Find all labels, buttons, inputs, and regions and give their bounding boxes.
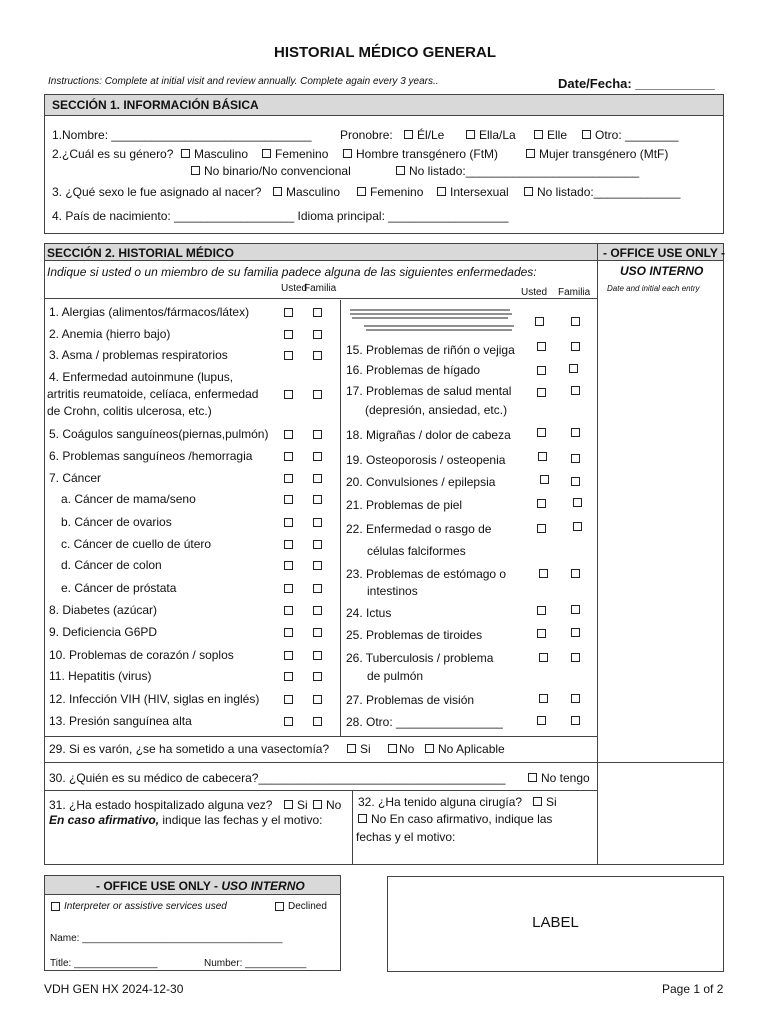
q31-checkbox[interactable]	[284, 800, 293, 809]
familia-checkbox[interactable]	[569, 364, 578, 373]
q30-option: No tengo	[541, 771, 590, 785]
condition-item: 13. Presión sanguínea alta	[49, 714, 192, 728]
gender-option: Masculino	[194, 147, 249, 161]
condition-item: (depresión, ansiedad, etc.)	[365, 403, 508, 417]
gender-option: Femenino	[275, 147, 329, 161]
pronoun-option: Él/Le	[417, 128, 445, 142]
usted-checkbox[interactable]	[539, 569, 548, 578]
gender-label: 2.¿Cuál es su género?	[52, 147, 174, 161]
interpreter-checkbox[interactable]	[51, 902, 60, 911]
column-header-rule	[44, 298, 598, 299]
gender-option: No listado:__________________________	[409, 164, 640, 178]
sex-option: Femenino	[370, 185, 424, 199]
familia-checkbox[interactable]	[571, 605, 580, 614]
q31-q32-divider	[352, 790, 353, 864]
q29-option: No	[399, 742, 415, 756]
page-title: HISTORIAL MÉDICO GENERAL	[274, 44, 496, 61]
condition-item: 17. Problemas de salud mental	[346, 384, 512, 398]
usted-checkbox[interactable]	[284, 651, 293, 660]
usted-checkbox[interactable]	[538, 452, 547, 461]
sex-checkbox[interactable]	[437, 187, 446, 196]
condition-item: 21. Problemas de piel	[346, 498, 463, 512]
q29-option: Si	[360, 742, 371, 756]
usted-checkbox[interactable]	[284, 351, 293, 360]
q31-followup-text: indique las fechas y el motivo:	[159, 813, 323, 827]
usted-checkbox[interactable]	[284, 495, 293, 504]
condition-item: 7. Cáncer	[49, 471, 102, 485]
name-field[interactable]: 1.Nombre: ______________________________	[52, 128, 312, 142]
condition-item: de pulmón	[367, 669, 424, 683]
usted-checkbox[interactable]	[537, 606, 546, 615]
condition-item: 16. Problemas de hígado	[346, 363, 481, 377]
condition-item: 23. Problemas de estómago o	[346, 567, 507, 581]
usted-checkbox[interactable]	[284, 330, 293, 339]
q30-label[interactable]: 30. ¿Quién es su médico de cabecera?_____________________________________	[49, 771, 506, 785]
condition-item: 26. Tuberculosis / problema	[346, 651, 494, 665]
pronoun-label: Pronobre:	[340, 128, 393, 142]
condition-item: 22. Enfermedad o rasgo de	[346, 522, 492, 536]
sex-checkbox[interactable]	[357, 187, 366, 196]
familia-checkbox[interactable]	[313, 584, 322, 593]
condition-item: de Crohn, colitis ulcerosa, etc.)	[47, 404, 212, 418]
familia-checkbox[interactable]	[313, 495, 322, 504]
familia-checkbox[interactable]	[313, 540, 322, 549]
familia-checkbox[interactable]	[313, 628, 322, 637]
gender-checkbox[interactable]	[526, 149, 535, 158]
usted-checkbox[interactable]	[284, 672, 293, 681]
usted-checkbox[interactable]	[537, 629, 546, 638]
gender-option: No binario/No convencional	[204, 164, 351, 178]
gender-checkbox[interactable]	[262, 149, 271, 158]
office-name-field[interactable]: Name: ____________________________________	[50, 933, 283, 944]
usted-checkbox[interactable]	[284, 717, 293, 726]
familia-checkbox[interactable]	[571, 653, 580, 662]
usted-checkbox[interactable]	[284, 628, 293, 637]
condition-item: 19. Osteoporosis / osteopenia	[346, 453, 506, 467]
condition-item: 6. Problemas sanguíneos /hemorragia	[49, 449, 253, 463]
condition-item: 25. Problemas de tiroides	[346, 628, 483, 642]
familia-checkbox[interactable]	[571, 428, 580, 437]
gender-checkbox[interactable]	[181, 149, 190, 158]
gender-checkbox[interactable]	[396, 166, 405, 175]
familia-checkbox[interactable]	[313, 717, 322, 726]
usted-checkbox[interactable]	[539, 694, 548, 703]
condition-item: c. Cáncer de cuello de útero	[61, 537, 212, 551]
usted-checkbox[interactable]	[537, 388, 546, 397]
section2-prompt: Indique si usted o un miembro de su familia padece alguna de las siguientes enfermedades:	[47, 265, 537, 279]
illegible-text-icon	[348, 306, 518, 336]
pronoun-checkbox[interactable]	[534, 130, 543, 139]
familia-checkbox[interactable]	[313, 651, 322, 660]
condition-item: células falciformes	[367, 544, 466, 558]
familia-checkbox[interactable]	[313, 430, 322, 439]
row-rule-30	[44, 762, 598, 763]
usted-checkbox[interactable]	[537, 342, 546, 351]
office-box-title-text: - OFFICE USE ONLY -	[96, 879, 222, 893]
office-note: Date and initial each entry	[607, 284, 700, 293]
q29-option: No Aplicable	[438, 742, 505, 756]
familia-checkbox[interactable]	[313, 330, 322, 339]
pronoun-option: Elle	[547, 128, 568, 142]
office-box-title-italic: USO INTERNO	[221, 879, 305, 893]
office-header: - OFFICE USE ONLY -	[603, 246, 726, 260]
middle-divider	[340, 300, 341, 736]
condition-item: 11. Hepatitis (virus)	[49, 669, 152, 683]
condition-item: b. Cáncer de ovarios	[61, 515, 172, 529]
usted-checkbox[interactable]	[537, 524, 546, 533]
row-rule-29	[44, 736, 598, 737]
familia-checkbox[interactable]	[571, 716, 580, 725]
office-number-field[interactable]: Number: ___________	[204, 958, 307, 969]
col-usted-left: Usted	[281, 283, 308, 294]
section2-title: SECCIÓN 2. HISTORIAL MÉDICO	[47, 246, 234, 260]
condition-item: 10. Problemas de corazón / soplos	[49, 648, 234, 662]
sex-label: 3. ¿Qué sexo le fue asignado al nacer?	[52, 185, 262, 199]
usted-checkbox[interactable]	[284, 474, 293, 483]
section1-title: SECCIÓN 1. INFORMACIÓN BÁSICA	[52, 98, 259, 112]
condition-item: 18. Migrañas / dolor de cabeza	[346, 428, 511, 442]
usted-checkbox[interactable]	[284, 308, 293, 317]
usted-checkbox[interactable]	[284, 390, 293, 399]
pronoun-checkbox[interactable]	[404, 130, 413, 139]
q29-label: 29. Si es varón, ¿se ha sometido a una vasectomía?	[49, 742, 330, 756]
sex-option: Intersexual	[450, 185, 509, 199]
q31-followup	[49, 813, 322, 827]
usted-checkbox[interactable]	[537, 366, 546, 375]
interpreter-label: Interpreter or assistive services used	[64, 901, 227, 912]
condition-item: 1. Alergias (alimentos/fármacos/látex)	[49, 305, 250, 319]
familia-checkbox[interactable]	[313, 695, 322, 704]
condition-item: intestinos	[367, 584, 418, 598]
q32-label: 32. ¿Ha tenido alguna cirugía?	[358, 795, 523, 809]
usted-checkbox[interactable]	[284, 606, 293, 615]
page-number: Page 1 of 2	[662, 982, 724, 996]
condition-item: 2. Anemia (hierro bajo)	[49, 327, 171, 341]
illegible-item-14	[348, 306, 518, 336]
office-column-divider	[597, 243, 598, 865]
condition-item: d. Cáncer de colon	[61, 558, 162, 572]
pronoun-option: Otro: ________	[595, 128, 679, 142]
sex-checkbox[interactable]	[273, 187, 282, 196]
familia-checkbox[interactable]	[313, 474, 322, 483]
q30-checkbox[interactable]	[528, 773, 537, 782]
usted-checkbox[interactable]	[284, 584, 293, 593]
pronoun-option: Ella/La	[479, 128, 516, 142]
condition-item: 24. Ictus	[346, 606, 392, 620]
familia-checkbox[interactable]	[571, 569, 580, 578]
familia-checkbox[interactable]	[313, 308, 322, 317]
usted-checkbox[interactable]	[535, 317, 544, 326]
office-box-title	[96, 879, 305, 893]
condition-item: 20. Convulsiones / epilepsia	[346, 475, 496, 489]
q32-checkbox[interactable]	[533, 797, 542, 806]
familia-checkbox[interactable]	[571, 477, 580, 486]
condition-item: e. Cáncer de próstata	[61, 581, 177, 595]
familia-checkbox[interactable]	[313, 351, 322, 360]
familia-checkbox[interactable]	[313, 606, 322, 615]
familia-checkbox[interactable]	[573, 522, 582, 531]
pronoun-checkbox[interactable]	[582, 130, 591, 139]
usted-checkbox[interactable]	[284, 518, 293, 527]
usted-checkbox[interactable]	[284, 695, 293, 704]
condition-item: 4. Enfermedad autoinmune (lupus,	[49, 370, 234, 384]
condition-item: 12. Infección VIH (HIV, siglas en inglés)	[49, 692, 260, 706]
col-familia-right: Familia	[558, 287, 591, 298]
gender-checkbox[interactable]	[191, 166, 200, 175]
q31-option: No	[326, 798, 342, 812]
familia-checkbox[interactable]	[571, 628, 580, 637]
sex-option: Masculino	[286, 185, 341, 199]
declined-label: Declined	[288, 901, 327, 912]
q29-checkbox[interactable]	[388, 744, 397, 753]
country-field[interactable]: 4. País de nacimiento: __________________ Idioma principal: __________________	[52, 209, 509, 223]
office-title-field[interactable]: Title: _______________	[50, 958, 158, 969]
usted-checkbox[interactable]	[284, 430, 293, 439]
q29-checkbox[interactable]	[425, 744, 434, 753]
familia-checkbox[interactable]	[313, 672, 322, 681]
q32-followup: No En caso afirmativo, indique las	[371, 812, 553, 826]
usted-checkbox[interactable]	[537, 716, 546, 725]
familia-checkbox[interactable]	[313, 452, 322, 461]
usted-checkbox[interactable]	[540, 475, 549, 484]
condition-item: artritis reumatoide, celíaca, enfermedad	[47, 387, 259, 401]
col-usted-right: Usted	[521, 287, 548, 298]
q32-followup-2: fechas y el motivo:	[356, 830, 456, 844]
usted-checkbox[interactable]	[284, 561, 293, 570]
q31-checkbox[interactable]	[313, 800, 322, 809]
familia-checkbox[interactable]	[573, 498, 582, 507]
familia-checkbox[interactable]	[313, 561, 322, 570]
familia-checkbox[interactable]	[571, 342, 580, 351]
date-field[interactable]: Date/Fecha: ___________	[558, 76, 715, 91]
footer-code: VDH GEN HX 2024-12-30	[44, 982, 184, 996]
condition-item: 9. Deficiencia G6PD	[49, 625, 158, 639]
familia-checkbox[interactable]	[571, 694, 580, 703]
familia-checkbox[interactable]	[313, 518, 322, 527]
condition-item: 5. Coágulos sanguíneos(piernas,pulmón)	[49, 427, 269, 441]
q32-checkbox[interactable]	[358, 814, 367, 823]
q29-checkbox[interactable]	[347, 744, 356, 753]
sex-checkbox[interactable]	[524, 187, 533, 196]
q31-option: Si	[297, 798, 308, 812]
condition-item: 28. Otro: ________________	[346, 715, 503, 729]
familia-checkbox[interactable]	[313, 390, 322, 399]
familia-checkbox[interactable]	[571, 317, 580, 326]
condition-item: 8. Diabetes (azúcar)	[49, 603, 158, 617]
instructions: Instructions: Complete at initial visit and review annually. Complete again every 3 years..	[48, 76, 439, 87]
gender-checkbox[interactable]	[343, 149, 352, 158]
familia-checkbox[interactable]	[571, 454, 580, 463]
declined-checkbox[interactable]	[275, 902, 284, 911]
condition-item: 15. Problemas de riñón o vejiga	[346, 343, 515, 357]
col-familia-left: Familia	[304, 283, 337, 294]
gender-option: Hombre transgénero (FtM)	[356, 147, 499, 161]
office-sub: USO INTERNO	[620, 264, 704, 278]
condition-item: a. Cáncer de mama/seno	[61, 492, 196, 506]
usted-checkbox[interactable]	[284, 452, 293, 461]
pronoun-checkbox[interactable]	[466, 130, 475, 139]
sex-option: No listado:_____________	[537, 185, 681, 199]
gender-option: Mujer transgénero (MtF)	[539, 147, 669, 161]
condition-item: 27. Problemas de visión	[346, 693, 475, 707]
usted-checkbox[interactable]	[537, 428, 546, 437]
usted-checkbox[interactable]	[284, 540, 293, 549]
office-divider	[597, 762, 724, 763]
condition-item: 3. Asma / problemas respiratorios	[49, 348, 228, 362]
q32-option: Si	[546, 795, 557, 809]
usted-checkbox[interactable]	[537, 499, 546, 508]
q31-followup-bold: En caso afirmativo,	[49, 813, 160, 827]
label-text: LABEL	[532, 914, 579, 931]
usted-checkbox[interactable]	[539, 653, 548, 662]
q31-label: 31. ¿Ha estado hospitalizado alguna vez?	[49, 798, 273, 812]
familia-checkbox[interactable]	[571, 386, 580, 395]
row-rule-31	[44, 790, 598, 791]
